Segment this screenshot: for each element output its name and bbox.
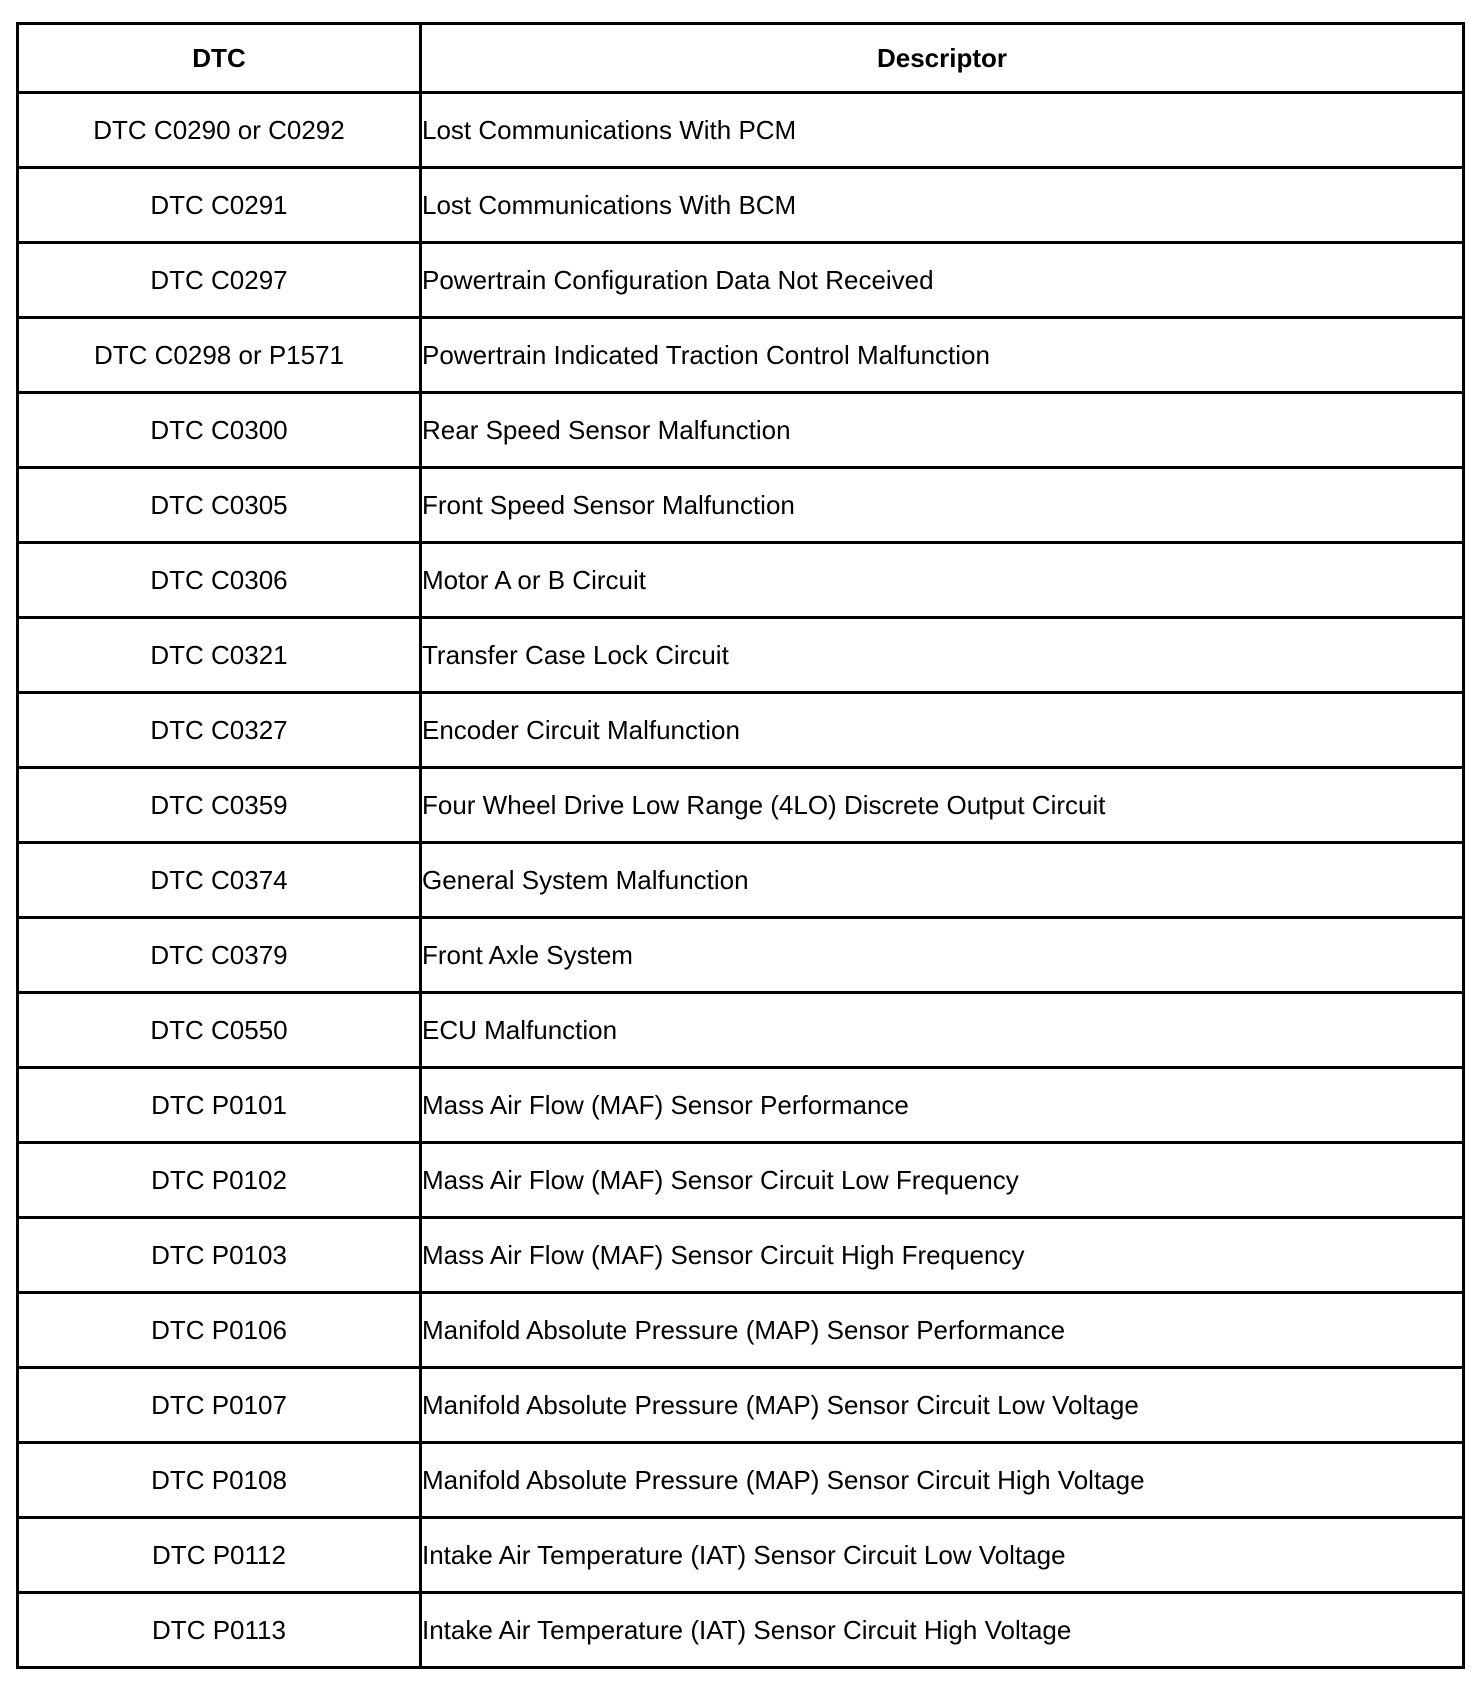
table-row <box>18 93 1464 168</box>
dtc-code: DTC P0113 <box>18 1593 421 1668</box>
dtc-descriptor: Lost Communications With BCM <box>421 168 1464 243</box>
dtc-code: DTC C0550 <box>18 993 421 1068</box>
dtc-code: DTC C0291 <box>18 168 421 243</box>
dtc-code: DTC P0106 <box>18 1293 421 1368</box>
table-row <box>18 1518 1464 1593</box>
dtc-descriptor: Intake Air Temperature (IAT) Sensor Circuit Low Voltage <box>421 1518 1464 1593</box>
table-row <box>18 168 1464 243</box>
table-row <box>18 543 1464 618</box>
dtc-code: DTC C0300 <box>18 393 421 468</box>
dtc-code: DTC C0298 or P1571 <box>18 318 421 393</box>
table-row <box>18 1218 1464 1293</box>
table-row <box>18 1068 1464 1143</box>
table-row <box>18 768 1464 843</box>
dtc-code: DTC C0290 or C0292 <box>18 93 421 168</box>
dtc-code: DTC C0297 <box>18 243 421 318</box>
dtc-descriptor: ECU Malfunction <box>421 993 1464 1068</box>
table-row <box>18 243 1464 318</box>
dtc-code: DTC C0374 <box>18 843 421 918</box>
table-row <box>18 318 1464 393</box>
dtc-code: DTC C0359 <box>18 768 421 843</box>
dtc-code: DTC C0379 <box>18 918 421 993</box>
dtc-descriptor: Intake Air Temperature (IAT) Sensor Circuit High Voltage <box>421 1593 1464 1668</box>
table-row <box>18 843 1464 918</box>
dtc-table <box>16 22 1465 1669</box>
dtc-descriptor: Front Axle System <box>421 918 1464 993</box>
dtc-descriptor: Rear Speed Sensor Malfunction <box>421 393 1464 468</box>
table-row <box>18 1143 1464 1218</box>
header-descriptor: Descriptor <box>421 24 1464 93</box>
dtc-descriptor: Manifold Absolute Pressure (MAP) Sensor Performance <box>421 1293 1464 1368</box>
dtc-code: DTC P0103 <box>18 1218 421 1293</box>
table-row <box>18 393 1464 468</box>
dtc-descriptor: Mass Air Flow (MAF) Sensor Circuit High Frequency <box>421 1218 1464 1293</box>
dtc-descriptor: General System Malfunction <box>421 843 1464 918</box>
dtc-descriptor: Powertrain Indicated Traction Control Malfunction <box>421 318 1464 393</box>
dtc-descriptor: Powertrain Configuration Data Not Received <box>421 243 1464 318</box>
dtc-code: DTC C0306 <box>18 543 421 618</box>
table-row <box>18 468 1464 543</box>
dtc-descriptor: Front Speed Sensor Malfunction <box>421 468 1464 543</box>
dtc-descriptor: Encoder Circuit Malfunction <box>421 693 1464 768</box>
dtc-descriptor: Motor A or B Circuit <box>421 543 1464 618</box>
dtc-descriptor: Lost Communications With PCM <box>421 93 1464 168</box>
dtc-code: DTC P0102 <box>18 1143 421 1218</box>
table-row <box>18 693 1464 768</box>
dtc-code: DTC P0101 <box>18 1068 421 1143</box>
header-dtc: DTC <box>18 24 421 93</box>
dtc-code: DTC C0305 <box>18 468 421 543</box>
table-row <box>18 918 1464 993</box>
dtc-code: DTC P0107 <box>18 1368 421 1443</box>
dtc-descriptor: Mass Air Flow (MAF) Sensor Performance <box>421 1068 1464 1143</box>
table-row <box>18 618 1464 693</box>
table-row <box>18 1293 1464 1368</box>
dtc-code: DTC P0108 <box>18 1443 421 1518</box>
dtc-descriptor: Four Wheel Drive Low Range (4LO) Discrete Output Circuit <box>421 768 1464 843</box>
dtc-descriptor: Manifold Absolute Pressure (MAP) Sensor Circuit Low Voltage <box>421 1368 1464 1443</box>
table-row <box>18 1368 1464 1443</box>
dtc-code: DTC P0112 <box>18 1518 421 1593</box>
dtc-descriptor: Mass Air Flow (MAF) Sensor Circuit Low Frequency <box>421 1143 1464 1218</box>
dtc-descriptor: Transfer Case Lock Circuit <box>421 618 1464 693</box>
table-header-row <box>18 24 1464 93</box>
table-row <box>18 993 1464 1068</box>
dtc-code: DTC C0321 <box>18 618 421 693</box>
dtc-descriptor: Manifold Absolute Pressure (MAP) Sensor Circuit High Voltage <box>421 1443 1464 1518</box>
document-page <box>16 22 1462 1669</box>
table-row <box>18 1443 1464 1518</box>
dtc-code: DTC C0327 <box>18 693 421 768</box>
table-row <box>18 1593 1464 1668</box>
